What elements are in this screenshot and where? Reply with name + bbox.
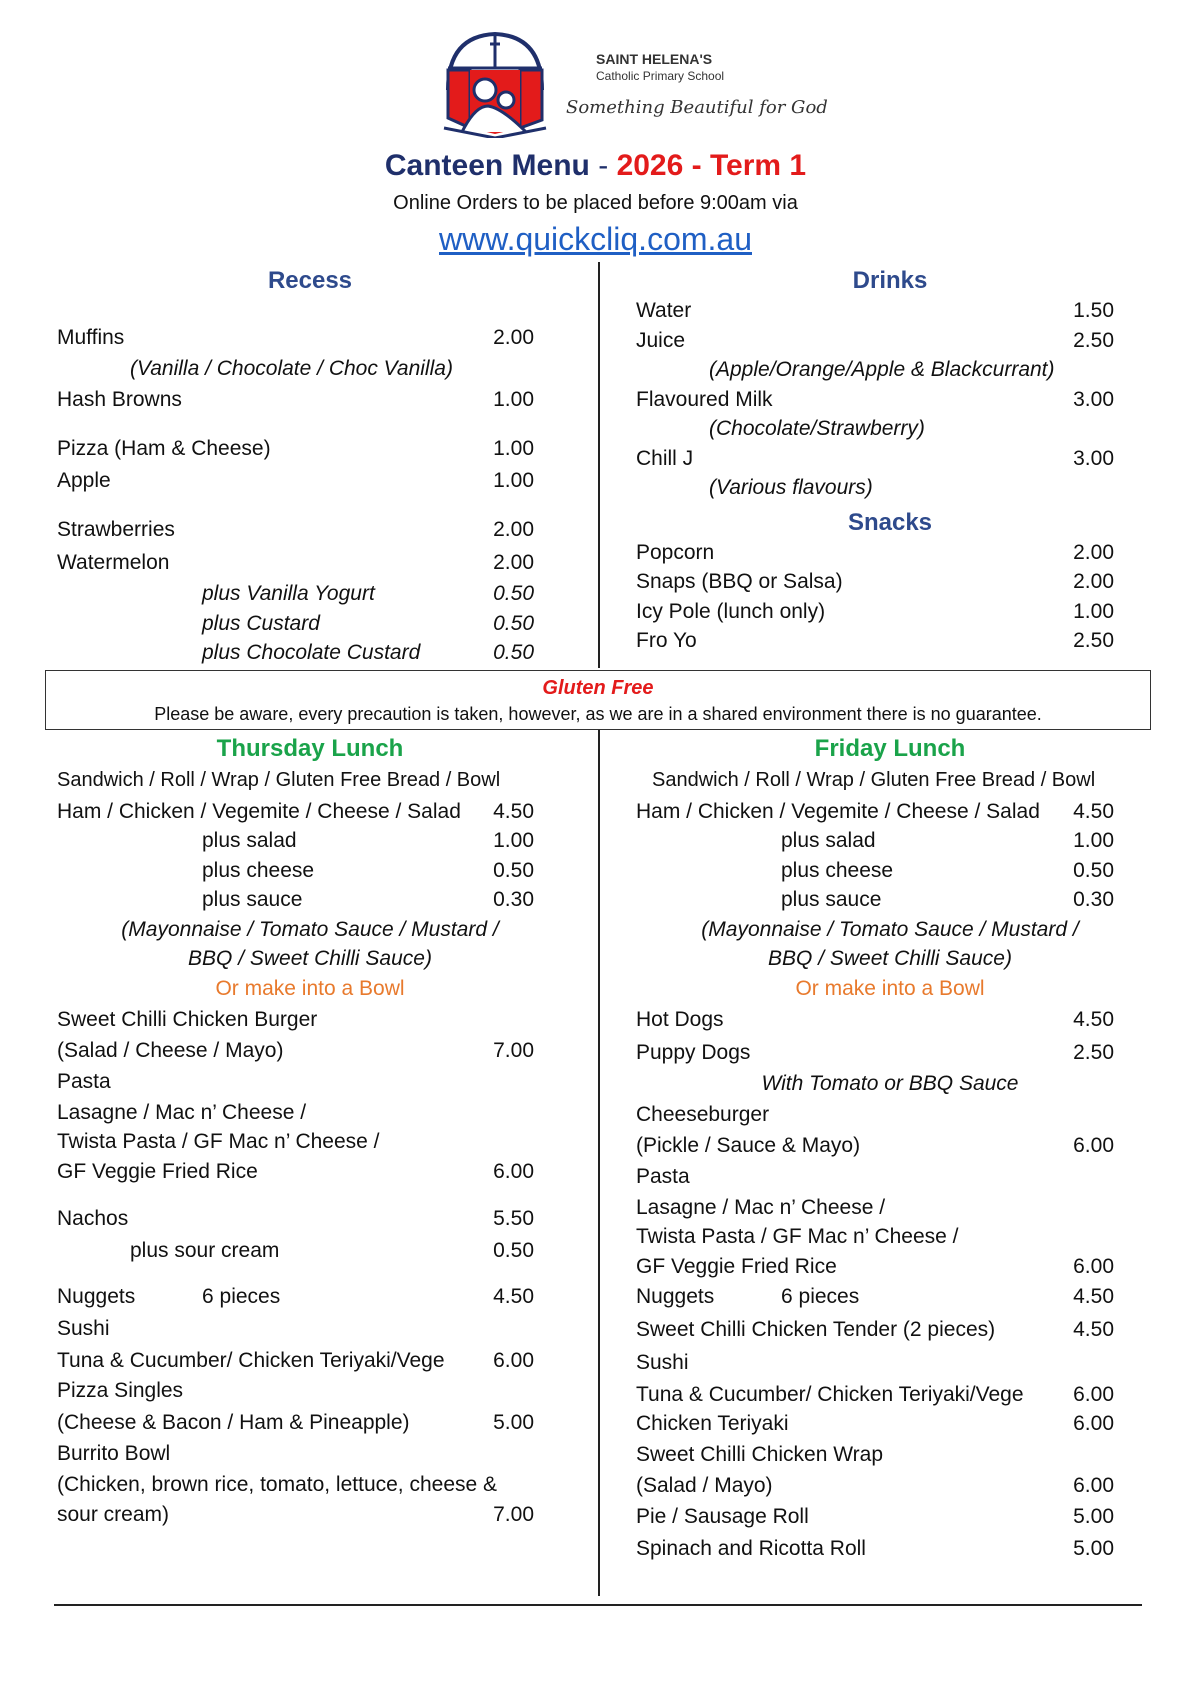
drinks-milk: Flavoured Milk	[636, 388, 773, 411]
fri-pie-price: 5.00	[1073, 1505, 1114, 1528]
fri-chicken-wrap-price: 6.00	[1073, 1474, 1114, 1497]
fri-fillings-price: 4.50	[1073, 800, 1114, 823]
thu-pizza-desc: (Cheese & Bacon / Ham & Pineapple)	[57, 1411, 410, 1434]
fri-chicken-tender: Sweet Chilli Chicken Tender (2 pieces)	[636, 1318, 996, 1341]
thu-burrito: Burrito Bowl	[57, 1442, 171, 1465]
thu-nuggets-pieces: 6 pieces	[202, 1285, 281, 1308]
drinks-heading: Drinks	[852, 267, 928, 294]
thu-plus-cheese-price: 0.50	[493, 859, 534, 882]
recess-muffins-price: 2.00	[493, 326, 534, 349]
recess-pizza-price: 1.00	[493, 437, 534, 460]
logo-crest-icon	[440, 28, 550, 138]
fri-sauces-line2: BBQ / Sweet Chilli Sauce)	[768, 947, 1012, 970]
order-note: Online Orders to be placed before 9:00am via	[393, 192, 798, 214]
recess-apple-price: 1.00	[493, 469, 534, 492]
thu-pizza-singles: Pizza Singles	[57, 1379, 184, 1402]
fri-nuggets: Nuggets	[636, 1285, 715, 1308]
fri-chicken-tender-price: 4.50	[1073, 1318, 1114, 1341]
thu-pasta-line3: GF Veggie Fried Rice	[57, 1160, 258, 1183]
fri-plus-sauce-price: 0.30	[1073, 888, 1114, 911]
fri-nuggets-pieces: 6 pieces	[781, 1285, 860, 1308]
fri-sushi: Sushi	[636, 1351, 689, 1374]
drinks-juice-flavours: (Apple/Orange/Apple & Blackcurrant)	[709, 358, 1055, 381]
thu-nuggets: Nuggets	[57, 1285, 136, 1308]
fri-puppy-dogs-price: 2.50	[1073, 1041, 1114, 1064]
fri-puppy-dogs: Puppy Dogs	[636, 1041, 751, 1064]
thu-burger-price: 7.00	[493, 1039, 534, 1062]
recess-heading: Recess	[267, 267, 353, 294]
fri-pasta-price: 6.00	[1073, 1255, 1114, 1278]
thu-bowl-option: Or make into a Bowl	[215, 977, 405, 1000]
fri-hot-dogs: Hot Dogs	[636, 1008, 724, 1031]
website-link[interactable]: www.quickcliq.com.au	[439, 221, 752, 257]
recess-muffins: Muffins	[57, 326, 125, 349]
recess-plus-choc-custard: plus Chocolate Custard	[202, 641, 421, 664]
drinks-chillj-price: 3.00	[1073, 447, 1114, 470]
fri-chicken-wrap: Sweet Chilli Chicken Wrap	[636, 1443, 884, 1466]
thursday-heading: Thursday Lunch	[216, 735, 404, 762]
fri-pasta-line3: GF Veggie Fried Rice	[636, 1255, 837, 1278]
thu-plus-sauce: plus sauce	[202, 888, 303, 911]
fri-fillings: Ham / Chicken / Vegemite / Cheese / Salad	[636, 800, 1040, 823]
fri-pie: Pie / Sausage Roll	[636, 1505, 809, 1528]
drinks-milk-flavours: (Chocolate/Strawberry)	[709, 417, 925, 440]
fri-nuggets-price: 4.50	[1073, 1285, 1114, 1308]
snacks-popcorn-price: 2.00	[1073, 541, 1114, 564]
fri-pasta-line1: Lasagne / Mac n’ Cheese /	[636, 1196, 886, 1219]
thu-burrito-price: 7.00	[493, 1503, 534, 1526]
recess-plus-custard-price: 0.50	[493, 612, 534, 635]
recess-plus-yogurt: plus Vanilla Yogurt	[202, 582, 375, 605]
school-logo	[440, 28, 550, 138]
thu-sushi-desc: Tuna & Cucumber/ Chicken Teriyaki/Vege	[57, 1349, 445, 1372]
gluten-free-note: Please be aware, every precaution is taken, however, as we are in a shared environment there is no guarantee.	[154, 704, 1042, 724]
fri-plus-cheese: plus cheese	[781, 859, 894, 882]
fri-chicken-wrap-desc: (Salad / Mayo)	[636, 1474, 773, 1497]
recess-hash-price: 1.00	[493, 388, 534, 411]
fri-plus-salad-price: 1.00	[1073, 829, 1114, 852]
fri-sushi-price: 6.00	[1073, 1383, 1114, 1406]
thu-pasta: Pasta	[57, 1070, 111, 1093]
thu-plus-salad-price: 1.00	[493, 829, 534, 852]
thu-burger-desc: (Salad / Cheese / Mayo)	[57, 1039, 284, 1062]
thu-nuggets-price: 4.50	[493, 1285, 534, 1308]
drinks-juice-price: 2.50	[1073, 329, 1114, 352]
bottom-column-divider	[598, 730, 600, 1596]
top-column-divider	[598, 262, 600, 668]
fri-bowl-option: Or make into a Bowl	[795, 977, 985, 1000]
recess-hash-browns: Hash Browns	[57, 388, 182, 411]
drinks-milk-price: 3.00	[1073, 388, 1114, 411]
snacks-snaps: Snaps (BBQ or Salsa)	[636, 570, 843, 593]
fri-spinach-roll: Spinach and Ricotta Roll	[636, 1537, 866, 1560]
fri-cheeseburger-price: 6.00	[1073, 1134, 1114, 1157]
gluten-free-heading: Gluten Free	[542, 677, 654, 699]
snacks-froyo-price: 2.50	[1073, 629, 1114, 652]
thu-sauces-line1: (Mayonnaise / Tomato Sauce / Mustard /	[121, 918, 499, 941]
recess-watermelon: Watermelon	[57, 551, 170, 574]
fri-chicken-teriyaki: Chicken Teriyaki	[636, 1412, 789, 1435]
school-type: Catholic Primary School	[596, 69, 725, 83]
recess-plus-custard: plus Custard	[202, 612, 320, 635]
fri-hot-dogs-price: 4.50	[1073, 1008, 1114, 1031]
thu-burrito-desc1: (Chicken, brown rice, tomato, lettuce, cheese &	[57, 1473, 498, 1496]
recess-watermelon-price: 2.00	[493, 551, 534, 574]
thu-sour-cream-price: 0.50	[493, 1239, 534, 1262]
fri-cheeseburger-desc: (Pickle / Sauce & Mayo)	[636, 1134, 861, 1157]
recess-muffins-flavours: (Vanilla / Chocolate / Choc Vanilla)	[130, 357, 453, 380]
fri-cheeseburger: Cheeseburger	[636, 1103, 770, 1126]
drinks-chillj-flavours: (Various flavours)	[709, 476, 873, 499]
page-title	[0, 147, 1191, 185]
thu-plus-sauce-price: 0.30	[493, 888, 534, 911]
thu-plus-cheese: plus cheese	[202, 859, 315, 882]
thu-fillings: Ham / Chicken / Vegemite / Cheese / Salad	[57, 800, 461, 823]
thu-plus-salad: plus salad	[202, 829, 297, 852]
snacks-popcorn: Popcorn	[636, 541, 715, 564]
thu-fillings-price: 4.50	[493, 800, 534, 823]
recess-plus-choc-custard-price: 0.50	[493, 641, 534, 664]
fri-plus-sauce: plus sauce	[781, 888, 882, 911]
thu-sour-cream: plus sour cream	[130, 1239, 280, 1262]
thu-pasta-line2: Twista Pasta / GF Mac n’ Cheese /	[57, 1130, 380, 1153]
fri-sandwich-types: Sandwich / Roll / Wrap / Gluten Free Bread / Bowl	[652, 769, 1096, 791]
snacks-snaps-price: 2.00	[1073, 570, 1114, 593]
thu-burger: Sweet Chilli Chicken Burger	[57, 1008, 318, 1031]
fri-pasta-line2: Twista Pasta / GF Mac n’ Cheese /	[636, 1225, 959, 1248]
thu-sushi: Sushi	[57, 1317, 110, 1340]
snacks-icy-pole-price: 1.00	[1073, 600, 1114, 623]
drinks-chillj: Chill J	[636, 447, 694, 470]
fri-sushi-desc: Tuna & Cucumber/ Chicken Teriyaki/Vege	[636, 1383, 1024, 1406]
snacks-heading: Snacks	[847, 509, 933, 536]
friday-heading: Friday Lunch	[814, 735, 966, 762]
fri-pasta: Pasta	[636, 1165, 690, 1188]
drinks-juice: Juice	[636, 329, 686, 352]
school-name: SAINT HELENA'S	[596, 51, 713, 67]
drinks-water: Water	[636, 299, 692, 322]
fri-plus-cheese-price: 0.50	[1073, 859, 1114, 882]
thu-pasta-line1: Lasagne / Mac n’ Cheese /	[57, 1101, 307, 1124]
drinks-water-price: 1.50	[1073, 299, 1114, 322]
title-separator: -	[589, 149, 617, 182]
recess-plus-yogurt-price: 0.50	[493, 582, 534, 605]
thu-nachos: Nachos	[57, 1207, 129, 1230]
thu-sandwich-types: Sandwich / Roll / Wrap / Gluten Free Bread / Bowl	[57, 769, 501, 791]
fri-spinach-roll-price: 5.00	[1073, 1537, 1114, 1560]
fri-chicken-teriyaki-price: 6.00	[1073, 1412, 1114, 1435]
title-term: 2026 - Term 1	[616, 149, 807, 182]
fri-plus-salad: plus salad	[781, 829, 876, 852]
thu-pasta-price: 6.00	[493, 1160, 534, 1183]
recess-pizza: Pizza (Ham & Cheese)	[57, 437, 271, 460]
bottom-rule	[54, 1604, 1142, 1606]
snacks-icy-pole: Icy Pole (lunch only)	[636, 600, 826, 623]
title-main: Canteen Menu	[384, 149, 590, 182]
fri-sauces-line1: (Mayonnaise / Tomato Sauce / Mustard /	[701, 918, 1079, 941]
thu-sushi-price: 6.00	[493, 1349, 534, 1372]
thu-burrito-desc2: sour cream)	[57, 1503, 170, 1526]
thu-pizza-price: 5.00	[493, 1411, 534, 1434]
recess-apple: Apple	[57, 469, 111, 492]
school-motto: Something Beautiful for God	[566, 97, 828, 118]
thu-nachos-price: 5.50	[493, 1207, 534, 1230]
recess-strawberries-price: 2.00	[493, 518, 534, 541]
thu-sauces-line2: BBQ / Sweet Chilli Sauce)	[188, 947, 432, 970]
recess-strawberries: Strawberries	[57, 518, 175, 541]
snacks-froyo: Fro Yo	[636, 629, 697, 652]
fri-puppy-sauce: With Tomato or BBQ Sauce	[761, 1072, 1019, 1095]
